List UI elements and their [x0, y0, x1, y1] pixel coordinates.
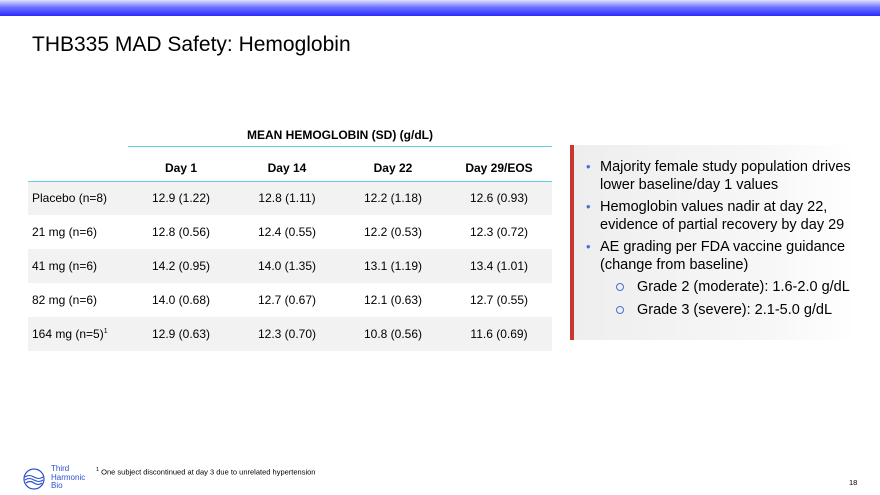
- sub-bullet-item: [586, 278, 856, 296]
- table-cell: 12.9 (1.22): [151, 191, 211, 206]
- row-label: [28, 317, 128, 351]
- table-row: [28, 283, 552, 317]
- table-cell: 12.4 (0.55): [257, 225, 317, 239]
- bullet-dot-icon: •: [586, 199, 591, 214]
- sub-bullet-text: Grade 3 (severe): 2.1-5.0 g/dL: [637, 302, 833, 318]
- logo-line: Harmonic: [51, 472, 86, 482]
- bullet-dot-icon: •: [586, 159, 591, 174]
- table-cell: 12.9 (0.63): [151, 327, 211, 341]
- row-label: 41 mg (n=6): [32, 259, 98, 273]
- company-logo: [22, 465, 92, 493]
- sub-bullet-text: Grade 2 (moderate): 1.6-2.0 g/dL: [637, 279, 850, 295]
- table-cell: 10.8 (0.56): [363, 327, 423, 341]
- row-label-text: 164 mg (n=5): [32, 327, 104, 341]
- table-cell: 12.3 (0.70): [257, 327, 317, 341]
- top-gradient-bar: [0, 0, 880, 16]
- header-day29: Day 29/EOS: [465, 161, 533, 176]
- table-cell: 14.2 (0.95): [151, 259, 211, 273]
- table-row: [28, 317, 552, 351]
- bullet-item: [586, 198, 856, 234]
- table-row: [28, 215, 552, 249]
- page-title: THB335 MAD Safety: Hemoglobin: [32, 33, 351, 56]
- key-points-callout: [570, 145, 855, 340]
- table-cell: 14.0 (1.35): [257, 259, 317, 273]
- table-cell: 13.1 (1.19): [363, 259, 423, 273]
- row-label: 21 mg (n=6): [32, 225, 98, 239]
- table-cell: 12.8 (0.56): [151, 225, 211, 239]
- bullet-item: [586, 238, 856, 274]
- table-caption: MEAN HEMOGLOBIN (SD) (g/dL): [247, 128, 433, 142]
- bullet-text: AE grading per FDA vaccine guidance (change from baseline): [600, 239, 846, 273]
- bullet-text: Hemoglobin values nadir at day 22, evidence of partial recovery by day 29: [600, 199, 845, 233]
- caption-divider: [128, 146, 552, 147]
- row-label: Placebo (n=8): [32, 191, 108, 206]
- footnote-text: One subject discontinued at day 3 due to unrelated hypertension: [101, 467, 316, 477]
- footnote: [96, 467, 315, 477]
- table-cell: 12.6 (0.93): [469, 191, 529, 206]
- hollow-circle-icon: [616, 283, 624, 291]
- footnote-marker: 1: [103, 328, 108, 335]
- bullet-dot-icon: •: [586, 239, 591, 254]
- header-day1: Day 1: [164, 161, 198, 176]
- wave-circle-icon: [22, 468, 46, 490]
- sub-bullet-item: [586, 301, 856, 319]
- page-number: 18: [849, 478, 858, 487]
- bullet-text: Majority female study population drives lower baseline/day 1 values: [600, 159, 851, 193]
- header-day14: Day 14: [267, 161, 307, 176]
- table-cell: 12.2 (0.53): [363, 225, 423, 239]
- table-row: [28, 181, 552, 215]
- table-cell: 12.8 (1.11): [258, 191, 316, 206]
- logo-line: Third: [51, 464, 70, 473]
- bullet-list: [586, 158, 856, 324]
- footnote-number: 1: [96, 467, 100, 473]
- table-row: [28, 249, 552, 283]
- logo-line: Bio: [51, 481, 63, 490]
- row-label: 82 mg (n=6): [32, 293, 98, 307]
- table-cell: 12.3 (0.72): [469, 225, 529, 239]
- hollow-circle-icon: [616, 306, 624, 314]
- table-cell: 12.1 (0.63): [363, 293, 423, 307]
- table-cell: 13.4 (1.01): [469, 259, 529, 273]
- table-cell: 11.6 (0.69): [470, 327, 528, 341]
- bullet-item: [586, 158, 856, 194]
- logo-wordmark: [51, 465, 85, 491]
- hemoglobin-table: [28, 156, 552, 351]
- table-cell: 12.7 (0.67): [257, 293, 317, 307]
- header-day22: Day 22: [373, 161, 413, 176]
- table-cell: 14.0 (0.68): [151, 293, 211, 307]
- table-header-row: [28, 156, 552, 181]
- table-cell: 12.7 (0.55): [469, 293, 529, 307]
- header-empty: [28, 156, 128, 181]
- table-cell: 12.2 (1.18): [363, 191, 423, 206]
